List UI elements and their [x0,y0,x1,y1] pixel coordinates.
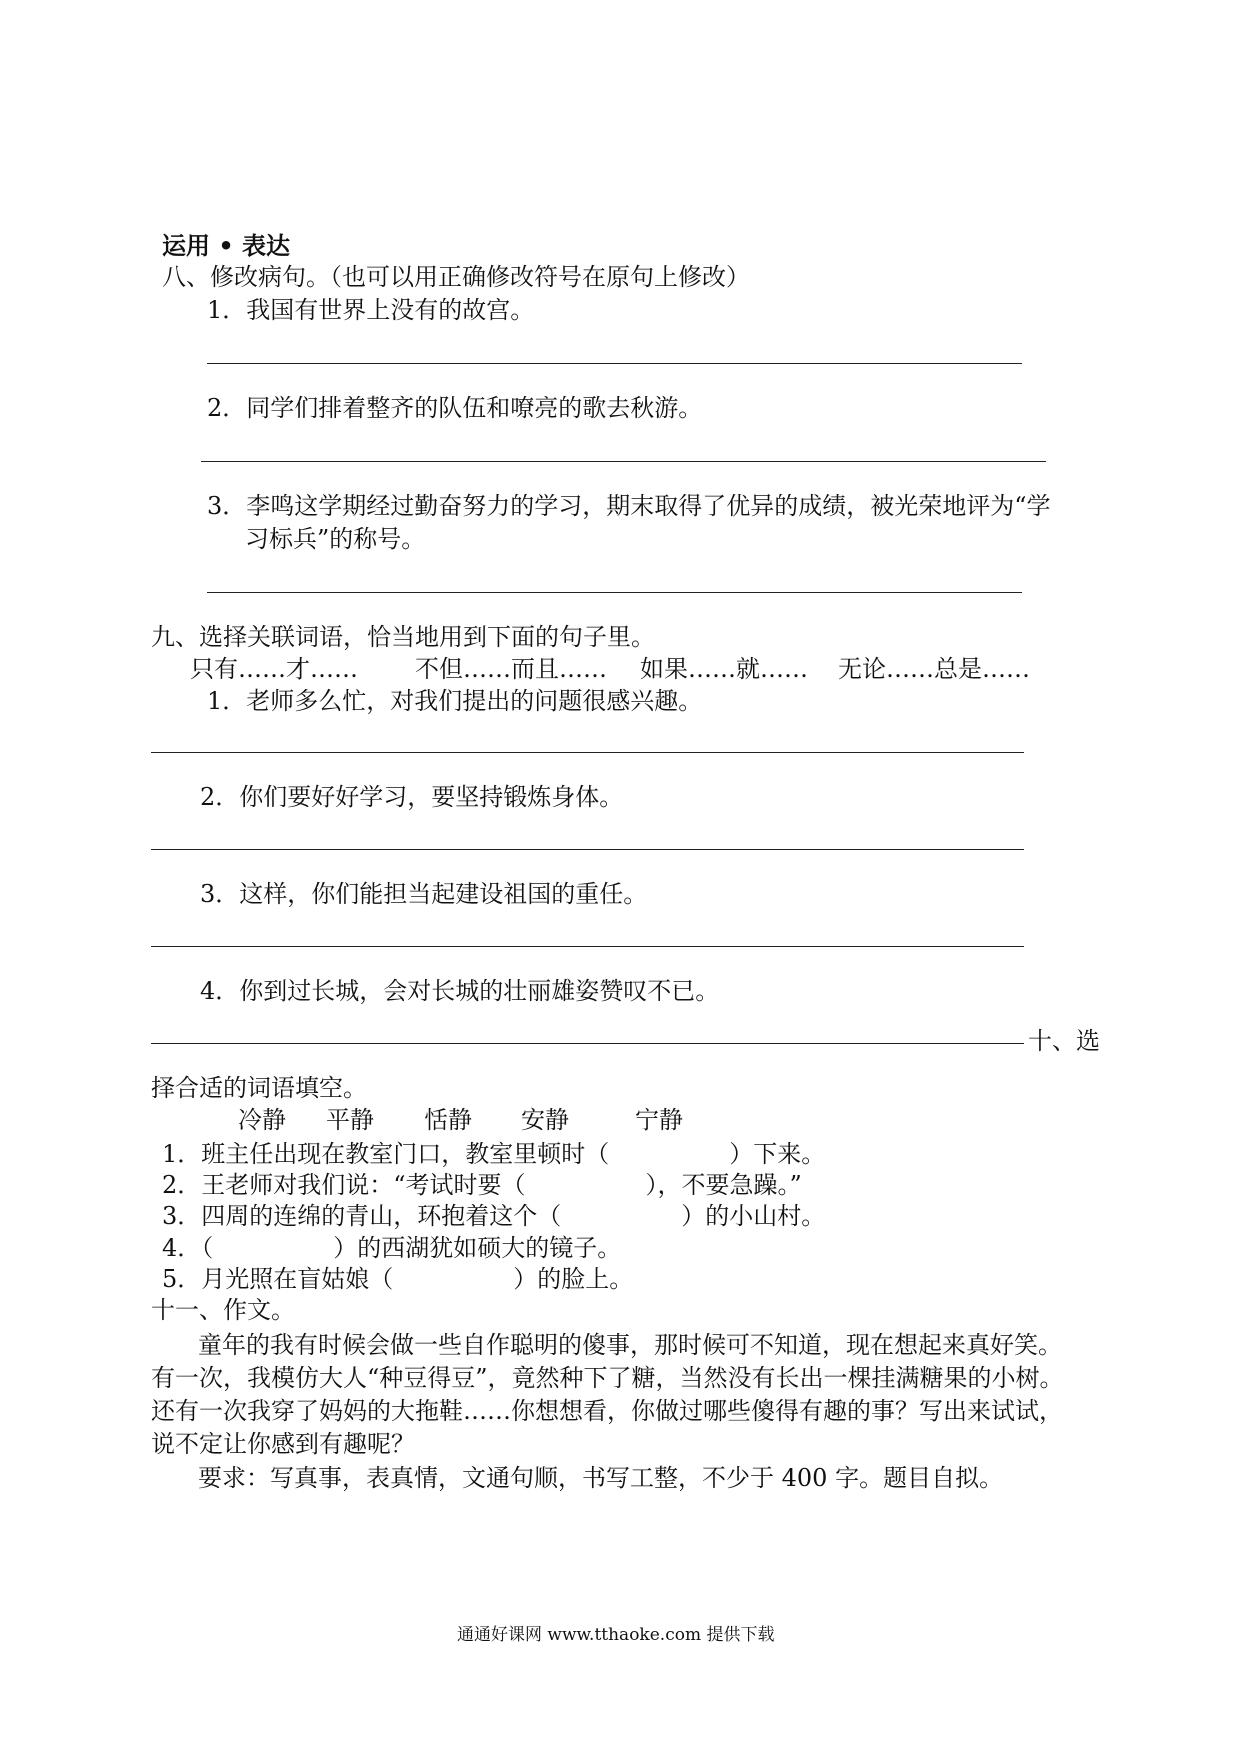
q9-item-3: 3．这样，你们能担当起建设祖国的重任。 [200,880,648,908]
q11-requirement: 要求：写真事，表真情，文通句顺，书写工整，不少于 400 字。题目自拟。 [198,1464,1004,1492]
q11-paragraph-line-2: 有一次，我模仿大人“种豆得豆”，竟然种下了糖，当然没有长出一棵挂满糖果的小树。 [151,1364,1064,1392]
q10-item-2: 2．王老师对我们说：“考试时要（ ），不要急躁。” [162,1171,802,1199]
q9-answer-line-2 [151,849,1024,850]
q9-heading: 九、选择关联词语，恰当地用到下面的句子里。 [151,623,655,651]
q9-answer-line-3 [151,946,1024,947]
q10-heading-part1: 十、选 [1028,1027,1100,1055]
q11-paragraph-line-3: 还有一次我穿了妈妈的大拖鞋……你想想看，你做过哪些傻得有趣的事？写出来试试， [151,1397,1063,1425]
q10-word-2: 平静 [326,1106,374,1134]
q10-item-5: 5．月光照在盲姑娘（ ）的脸上。 [162,1265,634,1293]
q10-word-4: 安静 [521,1106,569,1134]
q9-item-1: 1．老师多么忙，对我们提出的问题很感兴趣。 [207,687,703,715]
q10-word-3: 恬静 [424,1106,472,1134]
q11-paragraph-line-1: 童年的我有时候会做一些自作聪明的傻事，那时候可不知道，现在想起来真好笑。 [198,1331,1062,1359]
section-title: 运用 • 表达 [162,232,291,260]
q9-option-1: 只有……才…… [190,655,358,683]
q8-answer-line-2 [201,461,1046,462]
q8-answer-line-1 [207,363,1022,364]
q8-item-2: 2．同学们排着整齐的队伍和嘹亮的歌去秋游。 [207,394,703,422]
q9-answer-line-4 [151,1043,1024,1044]
q9-item-2: 2．你们要好好学习，要坚持锻炼身体。 [200,783,624,811]
q8-item-1: 1．我国有世界上没有的故宫。 [207,296,535,324]
q11-paragraph-line-4: 说不定让你感到有趣呢？ [151,1430,415,1458]
q10-word-5: 宁静 [635,1106,683,1134]
q10-word-1: 冷静 [238,1106,286,1134]
q8-item-3b: 习标兵”的称号。 [245,525,426,553]
q11-heading: 十一、作文。 [151,1296,295,1324]
page-footer: 通通好课网 www.tthaoke.com 提供下载 [457,1625,775,1645]
q8-heading: 八、修改病句。（也可以用正确修改符号在原句上修改） [162,263,750,291]
q10-item-3: 3．四周的连绵的青山，环抱着这个（ ）的小山村。 [162,1202,826,1230]
q10-item-4: 4．（ ）的西湖犹如硕大的镜子。 [162,1234,622,1262]
q8-answer-line-3 [207,592,1022,593]
q9-option-2: 不但……而且…… [415,655,607,683]
q8-item-3a: 3．李鸣这学期经过勤奋努力的学习，期末取得了优异的成绩，被光荣地评为“学 [207,492,1051,520]
q10-heading-part2: 择合适的词语填空。 [151,1074,367,1102]
q10-item-1: 1．班主任出现在教室门口，教室里顿时（ ）下来。 [162,1140,826,1168]
q9-option-4: 无论……总是…… [838,655,1030,683]
q9-option-3: 如果……就…… [640,655,808,683]
q9-item-4: 4．你到过长城，会对长城的壮丽雄姿赞叹不已。 [200,977,720,1005]
q9-answer-line-1 [151,752,1024,753]
